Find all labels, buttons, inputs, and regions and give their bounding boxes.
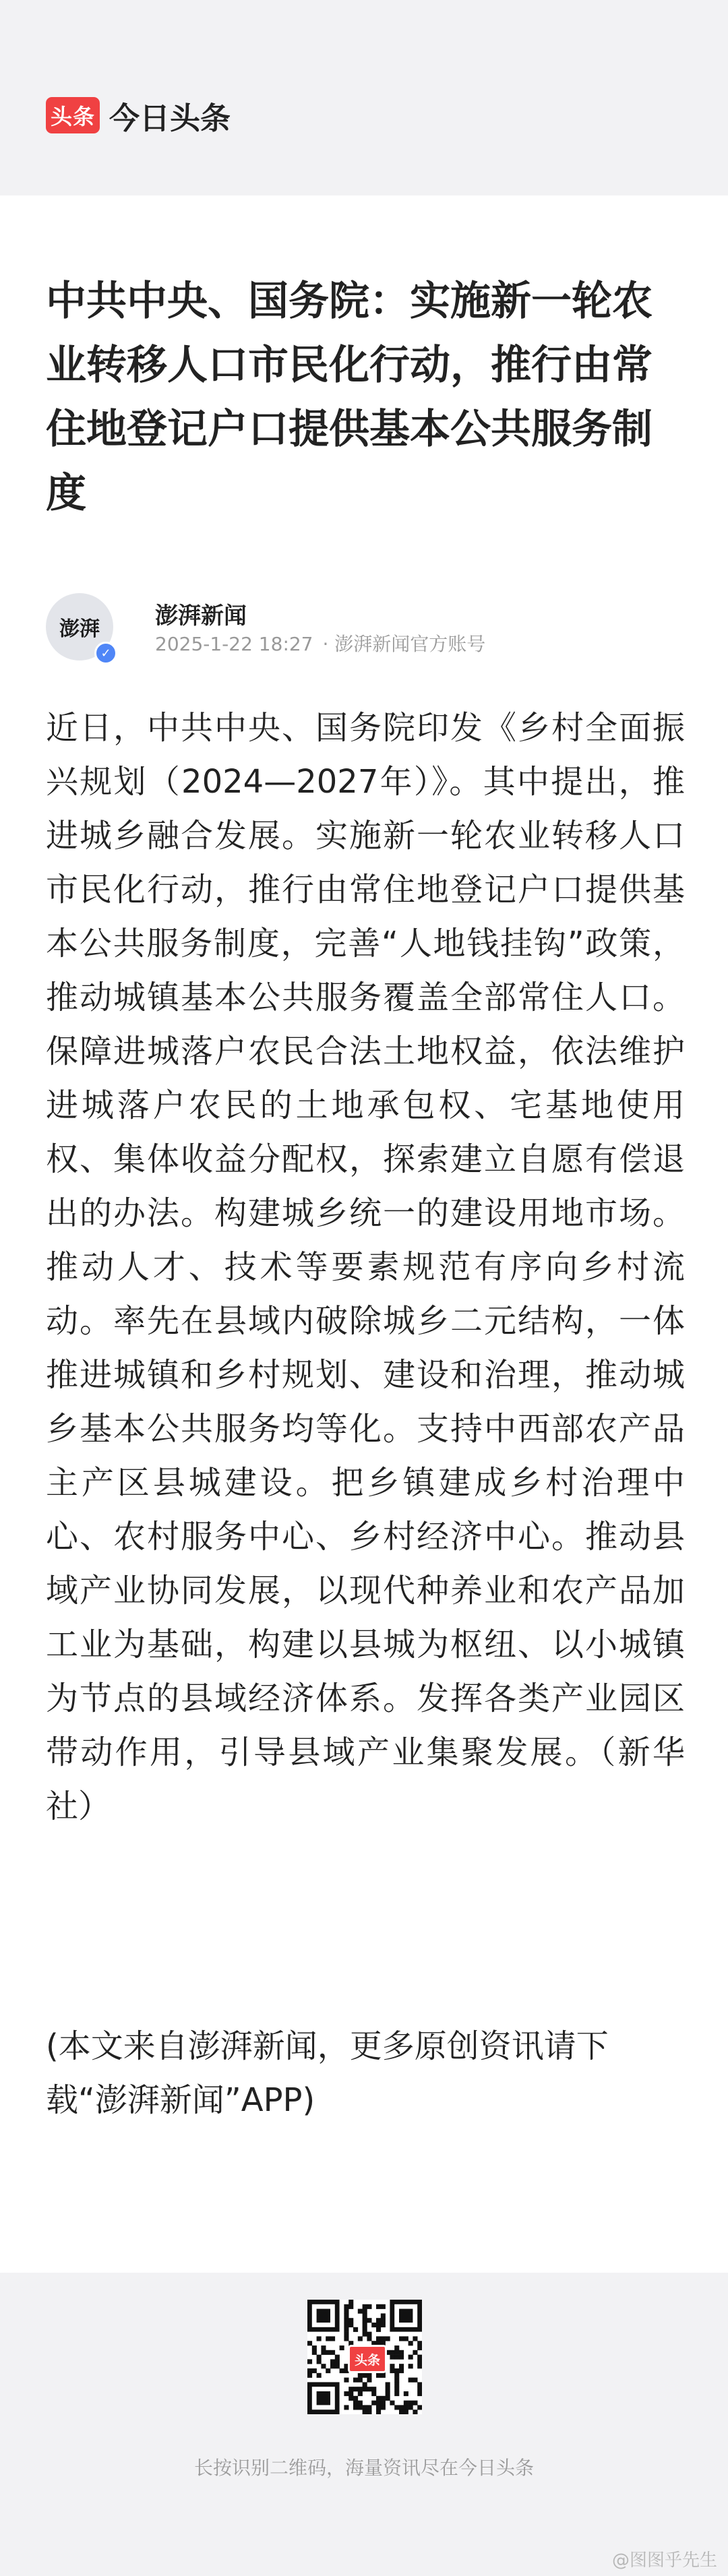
account-type: · 澎湃新闻官方账号 <box>322 633 486 655</box>
author-avatar[interactable] <box>46 593 113 661</box>
watermark: @图图乎先生 <box>611 2550 717 2571</box>
author-meta <box>155 630 495 656</box>
article-body: 近日，中共中央、国务院印发《乡村全面振兴规划（2024—2027年）》。其中提出，推进城乡融合发展。实施新一轮农业转移人口市民化行动，推行由常住地登记户口提供基本公共服务制度，完善“人地钱挂钩”政策，推动城镇基本公共服务覆盖全部常住人口。保障进城落户农民合法土地权益，依法维护进城落户农民的土地承包权、宅基地使用权、集体收益分配权，探索建立自愿有偿退出的办法。构建城乡统一的建设用地市场。推动人才、技术等要素规范有序向乡村流动。率先在县域内破除城乡二元结构，一体推进城镇和乡村规划、建设和治理，推动城乡基本公共服务均等化。支持中西部农产品主产区县城建设。把乡镇建成乡村治理中心、农村服务中心、乡村经济中心。推动县域产业协同发展，以现代种养业和农产品加工业为基础，构建以县城为枢纽、以小城镇为节点的县域经济体系。发挥各类产业园区带动作用，引导县域产业集聚发展。（新华社） <box>46 709 685 1825</box>
toutiao-logo-icon: 头条 <box>46 97 100 133</box>
app-header <box>0 0 728 195</box>
avatar-text: 澎湃 <box>59 617 100 641</box>
author-name[interactable]: 澎湃新闻 <box>155 603 247 630</box>
verified-badge-icon: ✓ <box>94 642 117 665</box>
author-row[interactable] <box>46 593 686 661</box>
publish-date: 2025-1-22 18:27 <box>155 633 313 655</box>
article-title: 中共中央、国务院：实施新一轮农业转移人口市民化行动，推行由常住地登记户口提供基本公共服务制度 <box>46 278 653 517</box>
source-note: (本文来自澎湃新闻，更多原创资讯请下载“澎湃新闻”APP) <box>46 2027 609 2119</box>
qr-toutiao-badge: 头条 <box>348 2345 387 2373</box>
app-name: 今日头条 <box>109 100 231 136</box>
app-brand[interactable] <box>46 96 231 135</box>
qr-code-icon[interactable] <box>307 2300 422 2414</box>
footer-caption: 长按识别二维码，海量资讯尽在今日头条 <box>193 2457 534 2479</box>
share-footer <box>0 2273 728 2576</box>
